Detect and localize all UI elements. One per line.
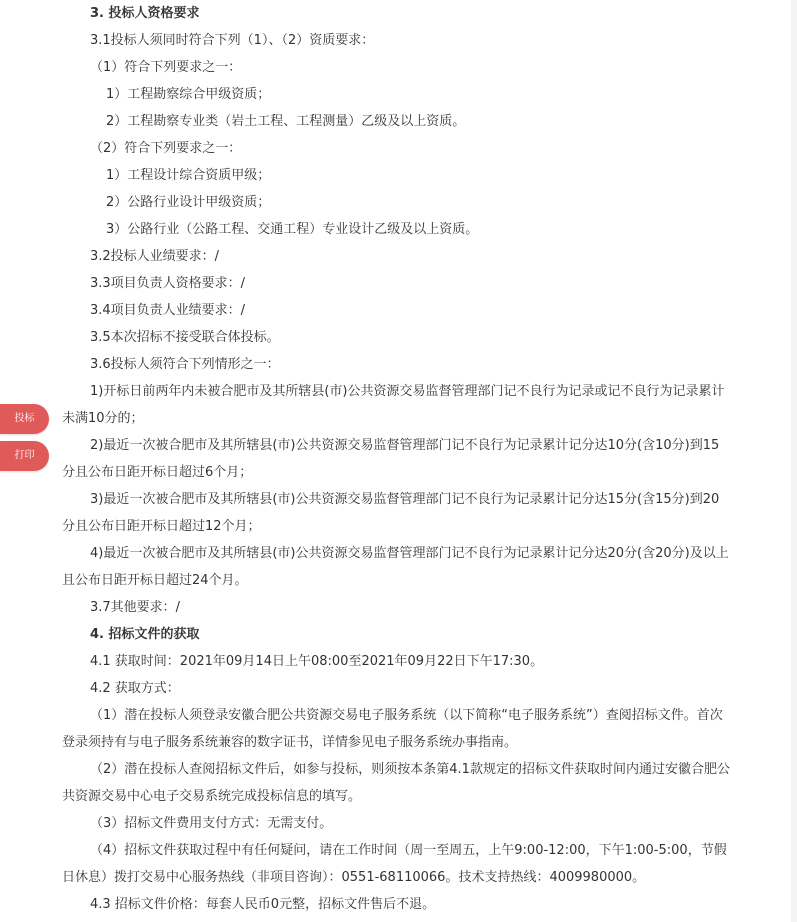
paragraph: （1）符合下列要求之一：	[90, 60, 242, 75]
paragraph: 2）工程勘察专业类（岩土工程、工程测量）乙级及以上资质。	[106, 114, 466, 129]
paragraph: 3.5本次招标不接受联合体投标。	[90, 330, 280, 345]
paragraph: 1)开标日前两年内未被合肥市及其所辖县(市)公共资源交易监督管理部门记不良行为记录或记不良行为记录累计未满10分的；	[62, 384, 725, 426]
paragraph: 1）工程设计综合资质甲级；	[106, 168, 271, 183]
paragraph: （1）潜在投标人须登录安徽合肥公共资源交易电子服务系统（以下简称“电子服务系统”）查阅招标文件。首次登录须持有与电子服务系统兼容的数字证书，详情参见电子服务系统办事指南。	[62, 708, 723, 750]
paragraph: （4）招标文件获取过程中有任何疑问，请在工作时间（周一至周五，上午9:00-12:00，下午1:00-5:00，节假日休息）拨打交易中心服务热线（非项目咨询）：0551-68110066。技术支持热线：4009980000。	[62, 843, 727, 885]
paragraph: 2)最近一次被合肥市及其所辖县(市)公共资源交易监督管理部门记不良行为记录累计记分达10分(含10分)到15分且公布日距开标日超过6个月；	[62, 438, 720, 480]
paragraph: 4)最近一次被合肥市及其所辖县(市)公共资源交易监督管理部门记不良行为记录累计记分达20分(含20分)及以上且公布日距开标日超过24个月。	[62, 546, 729, 588]
section-heading-qualification: 3. 投标人资格要求	[90, 6, 200, 21]
paragraph: 3.2投标人业绩要求：/	[90, 249, 220, 264]
paragraph: 2）公路行业设计甲级资质；	[106, 195, 271, 210]
notice-body	[62, 0, 730, 918]
section-heading-documents: 4. 招标文件的获取	[90, 627, 200, 642]
paragraph: 3）公路行业（公路工程、交通工程）专业设计乙级及以上资质。	[106, 222, 479, 237]
paragraph: 4.2 获取方式：	[90, 681, 180, 696]
paragraph: 3.6投标人须符合下列情形之一：	[90, 357, 280, 372]
paragraph: 4.3 招标文件价格：每套人民币0元整，招标文件售后不退。	[90, 897, 436, 912]
paragraph: 3.7其他要求：/	[90, 600, 181, 615]
paragraph: 1）工程勘察综合甲级资质；	[106, 87, 271, 102]
paragraph: 4.1 获取时间：2021年09月14日上午08:00至2021年09月22日下午17:30。	[90, 654, 544, 669]
paragraph: （2）符合下列要求之一：	[90, 141, 242, 156]
paragraph: （3）招标文件费用支付方式：无需支付。	[90, 816, 333, 831]
paragraph: 3)最近一次被合肥市及其所辖县(市)公共资源交易监督管理部门记不良行为记录累计记分达15分(含15分)到20分且公布日距开标日超过12个月；	[62, 492, 720, 534]
scrollbar[interactable]	[791, 0, 797, 922]
print-button[interactable]: 打印	[0, 441, 49, 471]
paragraph: 3.4项目负责人业绩要求：/	[90, 303, 246, 318]
paragraph: （2）潜在投标人查阅招标文件后，如参与投标，则须按本条第4.1款规定的招标文件获取时间内通过安徽合肥公共资源交易中心电子交易系统完成投标信息的填写。	[62, 762, 730, 804]
paragraph: 3.3项目负责人资格要求：/	[90, 276, 246, 291]
paragraph: 3.1投标人须同时符合下列（1）、（2）资质要求：	[90, 33, 375, 48]
bid-button[interactable]: 投标	[0, 404, 49, 434]
